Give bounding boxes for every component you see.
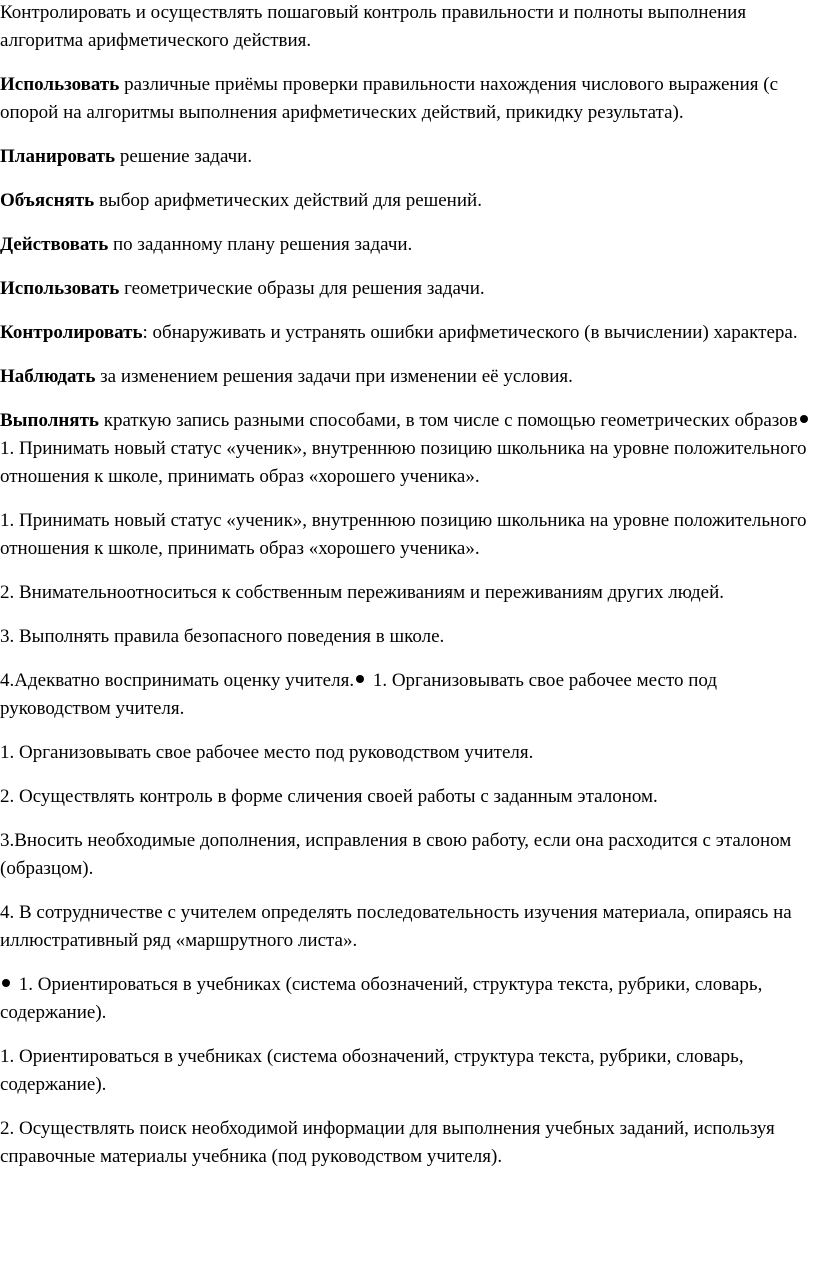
paragraph-text: 2. Внимательноотноситься к собственным переживаниям и переживаниям других людей.: [0, 582, 725, 603]
paragraph-lead: Действовать: [0, 234, 109, 255]
paragraph-text: 2. Осуществлять контроль в форме сличения своей работы с заданным эталоном.: [0, 786, 658, 807]
paragraph-lead: Контролировать: [0, 322, 143, 343]
paragraph-tail: 1. Организовывать свое рабочее место под руководством учителя.: [0, 670, 718, 719]
paragraph: [0, 739, 812, 767]
paragraph-text: геометрические образы для решения задачи.: [119, 278, 485, 299]
paragraph: [0, 783, 812, 811]
paragraph-text: различные приёмы проверки правильности нахождения числового выражения (с опорой на алгоритмы выполнения арифметических действий, прикидку результата).: [0, 74, 779, 123]
paragraph: [0, 1115, 812, 1171]
paragraph-text: 1. Ориентироваться в учебниках (система обозначений, структура текста, рубрики, словарь, содержание).: [0, 1046, 744, 1095]
paragraph-text: 3. Выполнять правила безопасного поведения в школе.: [0, 626, 445, 647]
bullet-icon: [2, 979, 10, 987]
paragraph-text: : обнаруживать и устранять ошибки арифметического (в вычислении) характера.: [142, 322, 798, 343]
paragraph-text: 4.Адекватно воспринимать оценку учителя.: [0, 670, 355, 691]
paragraph: [0, 507, 812, 563]
paragraph-lead: Использовать: [0, 278, 120, 299]
paragraph: [0, 667, 812, 723]
bullet-icon: [356, 675, 364, 683]
paragraph-tail: 1. Принимать новый статус «ученик», внутреннюю позицию школьника на уровне положительного отношения к школе, принимать образ «хорошего ученика».: [0, 438, 807, 487]
paragraph-text: решение задачи.: [115, 146, 253, 167]
paragraph-lead: Объяснять: [0, 190, 95, 211]
paragraph-lead: Наблюдать: [0, 366, 96, 387]
paragraph-lead: Использовать: [0, 74, 120, 95]
paragraph: [0, 579, 812, 607]
paragraph: [0, 827, 812, 883]
paragraph-text: за изменением решения задачи при изменении её условия.: [95, 366, 573, 387]
paragraph-text: Контролировать и осуществлять пошаговый контроль правильности и полноты выполнения алгоритма арифметического действия.: [0, 2, 747, 51]
paragraph-text: 3.Вносить необходимые дополнения, исправления в свою работу, если она расходится с эталоном (образцом).: [0, 830, 792, 879]
paragraph-tail: 1. Ориентироваться в учебниках (система обозначений, структура текста, рубрики, словарь, содержание).: [0, 974, 763, 1023]
paragraph: [0, 407, 812, 491]
paragraph: [0, 71, 812, 127]
paragraph: [0, 363, 812, 391]
paragraph-lead: Планировать: [0, 146, 116, 167]
bullet-icon: [800, 415, 808, 423]
paragraph: [0, 319, 812, 347]
paragraph-text: 1. Организовывать свое рабочее место под руководством учителя.: [0, 742, 534, 763]
paragraph: [0, 623, 812, 651]
paragraph: [0, 187, 812, 215]
paragraph: [0, 1043, 812, 1099]
paragraph-text: 1. Принимать новый статус «ученик», внутреннюю позицию школьника на уровне положительного отношения к школе, принимать образ «хорошего ученика».: [0, 510, 807, 559]
paragraph: [0, 971, 812, 1027]
paragraph-lead: Выполнять: [0, 410, 99, 431]
paragraph-text: выбор арифметических действий для решений.: [94, 190, 482, 211]
paragraph-text: 4. В сотрудничестве с учителем определять последовательность изучения материала, опираясь на иллюстративный ряд «маршрутного листа».: [0, 902, 792, 951]
paragraph: [0, 143, 812, 171]
paragraph: [0, 0, 812, 55]
paragraph: [0, 899, 812, 955]
paragraph-text: 2. Осуществлять поиск необходимой информации для выполнения учебных заданий, используя справочные материалы учебника (под руководством учителя).: [0, 1118, 775, 1167]
paragraph-text: по заданному плану решения задачи.: [108, 234, 413, 255]
paragraph-text: краткую запись разными способами, в том числе с помощью геометрических образов: [98, 410, 798, 431]
paragraph: [0, 275, 812, 303]
paragraph: [0, 231, 812, 259]
